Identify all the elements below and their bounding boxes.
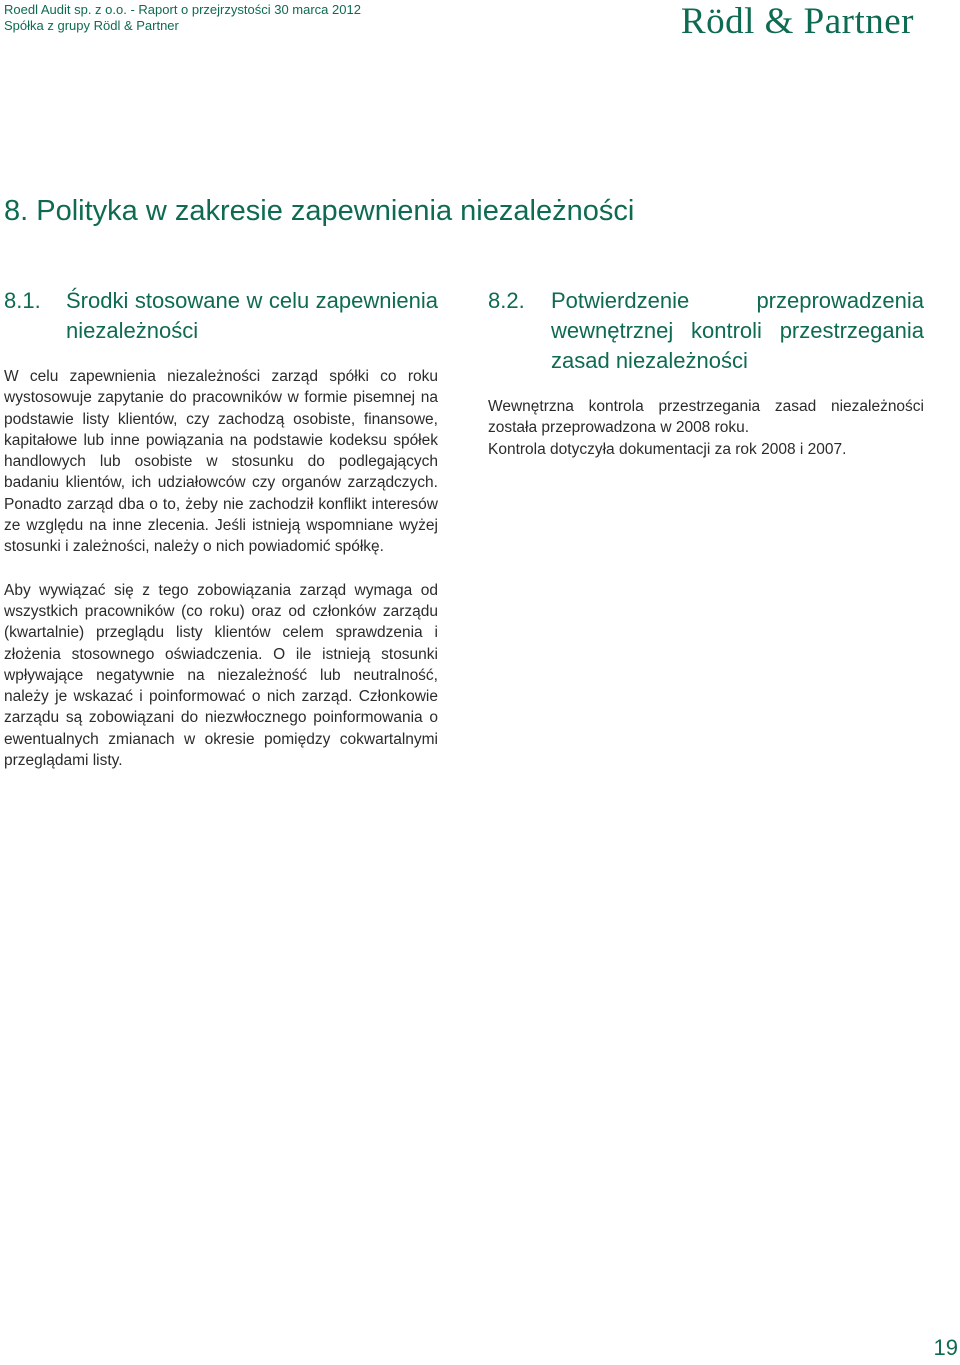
section-heading-text: Środki stosowane w celu zapewnienia niezależności (66, 288, 438, 343)
section-8-2-heading (488, 286, 924, 376)
section-number: 8.2. (488, 288, 525, 313)
right-column (488, 286, 924, 460)
chapter-title: 8. Polityka w zakresie zapewnienia niezależności (4, 195, 635, 227)
section-8-2-paragraph-1: Wewnętrzna kontrola przestrzegania zasad niezależności została przeprowadzona w 2008 roku. (488, 398, 924, 437)
section-heading-text: Potwierdzenie przeprowadzenia wewnętrznej kontroli przestrzegania zasad niezależności (551, 288, 924, 373)
header-company-line: Spółka z grupy Rödl & Partner (4, 18, 179, 33)
section-8-1-heading (4, 286, 438, 346)
section-number: 8.1. (4, 288, 41, 313)
page-number: 19 (933, 1335, 958, 1360)
section-8-1-paragraph-1: W celu zapewnienia niezależności zarząd spółki co roku wystosowuje zapytanie do pracowników w formie pisemnej na podstawie listy klientów, czy zachodzą osobiste, finansowe, kapitałowe lub inne powiązania na podstawie kodeksu spółek handlowych lub osobiste w stosunku do podlegających badaniu klientów, ich udziałowców czy organów zarządczych. Ponadto zarząd dba o to, żeby nie zachodził konflikt interesów ze względu na inne zlecenia. Jeśli istnieją wspomniane wyżej stosunki i zależności, należy o nich powiadomić spółkę. (4, 368, 438, 556)
brand-logo-text: Rödl & Partner (680, 1, 914, 42)
document-header (4, 2, 361, 34)
section-8-1-paragraph-2: Aby wywiązać się z tego zobowiązania zarząd wymaga od wszystkich pracowników (co roku) oraz od członków zarządu (kwartalnie) przeglądu listy klientów celem sprawdzenia i złożenia stosownego oświadczenia. O ile istnieją stosunki wpływające negatywnie na niezależność lub neutralność, należy je wskazać i poinformować o nich zarząd. Członkowie zarządu są zobowiązani do niezwłocznego poinformowania o ewentualnych zmianach w okresie pomiędzy cokwartalnymi przeglądami listy. (4, 581, 438, 770)
header-report-line: Roedl Audit sp. z o.o. - Raport o przejrzystości 30 marca 2012 (4, 2, 361, 17)
left-column (4, 286, 438, 771)
section-8-2-paragraph-2: Kontrola dotyczyła dokumentacji za rok 2008 i 2007. (488, 440, 847, 458)
